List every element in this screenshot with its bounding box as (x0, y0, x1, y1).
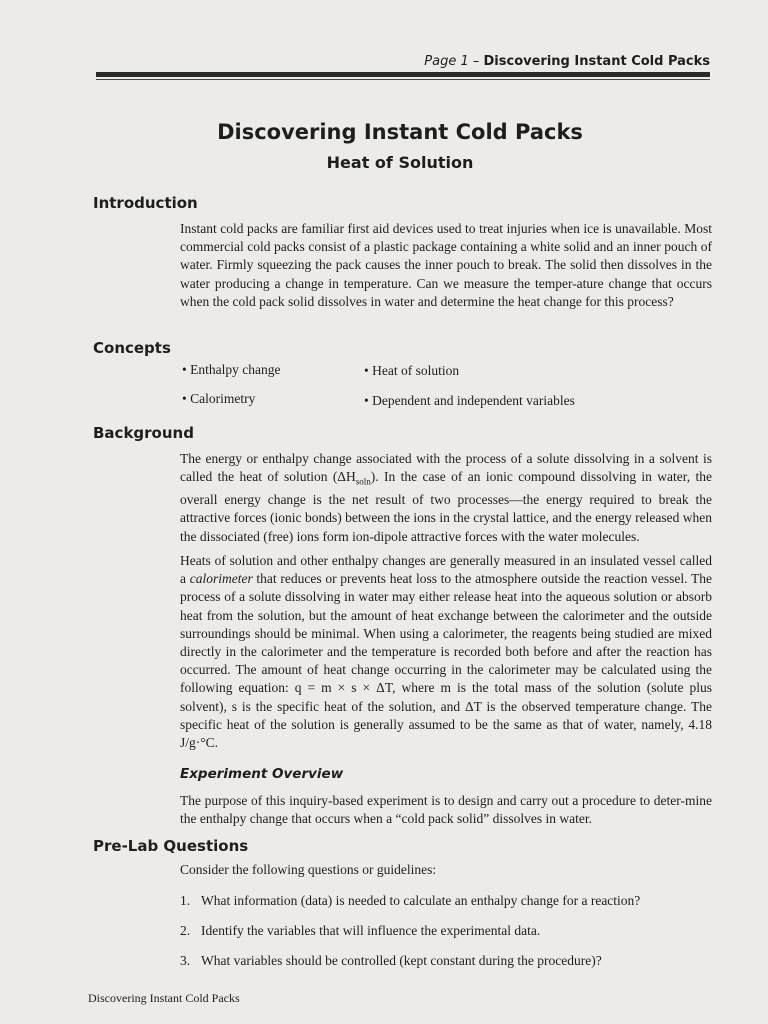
question-number: 2. (180, 923, 191, 938)
question-text: Identify the variables that will influence the experimental data. (201, 923, 541, 938)
introduction-text: Instant cold packs are familiar first aid devices used to treat injuries when ice is unavailable. Most commercial cold packs consist of a plastic package containing a white solid and an inner pouch of water. Firmly squeezing the pack causes the inner pouch to break. The solid then dissolves in the water producing a change in temperature. Can we measure the temper-ature change that occurs when the cold pack solid dissolves in water and determine the heat change for this process? (180, 221, 712, 309)
prelab-heading: Pre-Lab Questions (93, 837, 249, 855)
prelab-intro: Consider the following questions or guidelines: (180, 862, 437, 877)
concept-item: • Enthalpy change (182, 362, 281, 377)
document-subtitle: Heat of Solution (326, 153, 474, 172)
experiment-overview-text: The purpose of this inquiry-based experiment is to design and carry out a procedure to deter-mine the enthalpy change that occurs when a “cold pack solid” dissolves in water. (180, 793, 712, 827)
background-p1-text-a: The energy or enthalpy change associated with the process of a solute dissolving in a solvent is called the heat of solution (ΔH (180, 451, 712, 485)
concept-item-label: Heat of solution (372, 363, 460, 378)
question-text: What information (data) is needed to calculate an enthalpy change for a reaction? (201, 893, 641, 908)
header-rule-thin (96, 79, 710, 80)
concept-item: • Dependent and independent variables (364, 393, 575, 408)
background-p2-text-b: that reduces or prevents heat loss to the atmosphere outside the reaction vessel. The process of a solute dissolving in water may either release heat into the aqueous solution or absorb heat from the solution, but the amount of heat exchange between the calorimeter and the outside surroundings should be minimal. When using a calorimeter, the reagents being studied are mixed directly in the calorimeter and the temperature is recorded both before and after the reaction has occurred. The amount of heat change occurring in the calorimeter may be calculated using the following equation: q = m × s × ΔT, where m is the total mass of the solution (solute plus solvent), s is the specific heat of the solution, and ΔT is the observed temperature change. The specific heat of the solution is generally assumed to be the same as that of water, namely, 4.18 J/g·°C. (180, 571, 712, 751)
background-p1-text-b: ). In the case of an ionic compound dissolving in water, the overall energy change is the net result of two processes—the energy required to break the attractive forces (ionic bonds) between the ions in the crystal lattice, and the energy released when the dissociated (free) ions form ion-dipole attractive forces with the water molecules. (180, 469, 712, 544)
background-p2-text-a: Heats of solution and other enthalpy changes are generally measured in an insulated vessel called a (180, 553, 712, 587)
background-heading: Background (93, 424, 194, 442)
concept-item: • Heat of solution (364, 363, 460, 378)
question-number: 3. (180, 953, 191, 968)
list-item (180, 953, 602, 969)
calorimeter-term: calorimeter (189, 571, 253, 587)
page-footer: Discovering Instant Cold Packs (88, 991, 240, 1005)
concept-item-label: Dependent and independent variables (372, 393, 575, 408)
running-header (424, 54, 710, 69)
experiment-overview-heading: Experiment Overview (180, 766, 344, 782)
list-item (180, 893, 640, 909)
background-paragraph-2 (180, 552, 712, 752)
question-text: What variables should be controlled (kept constant during the procedure)? (201, 953, 602, 968)
introduction-heading: Introduction (93, 194, 198, 212)
concept-item-label: Calorimetry (190, 391, 256, 406)
question-number: 1. (180, 893, 191, 908)
background-paragraph-1 (180, 450, 712, 546)
list-item (180, 923, 540, 939)
background-p1-subscript: soln (355, 476, 371, 487)
document-title: Discovering Instant Cold Packs (217, 120, 583, 144)
concept-item: • Calorimetry (182, 391, 256, 406)
header-rule-thick (96, 72, 710, 77)
page-number: Page 1 – (424, 54, 484, 69)
concepts-heading: Concepts (93, 339, 171, 357)
concept-item-label: Enthalpy change (190, 362, 281, 377)
running-header-title: Discovering Instant Cold Packs (483, 54, 710, 69)
